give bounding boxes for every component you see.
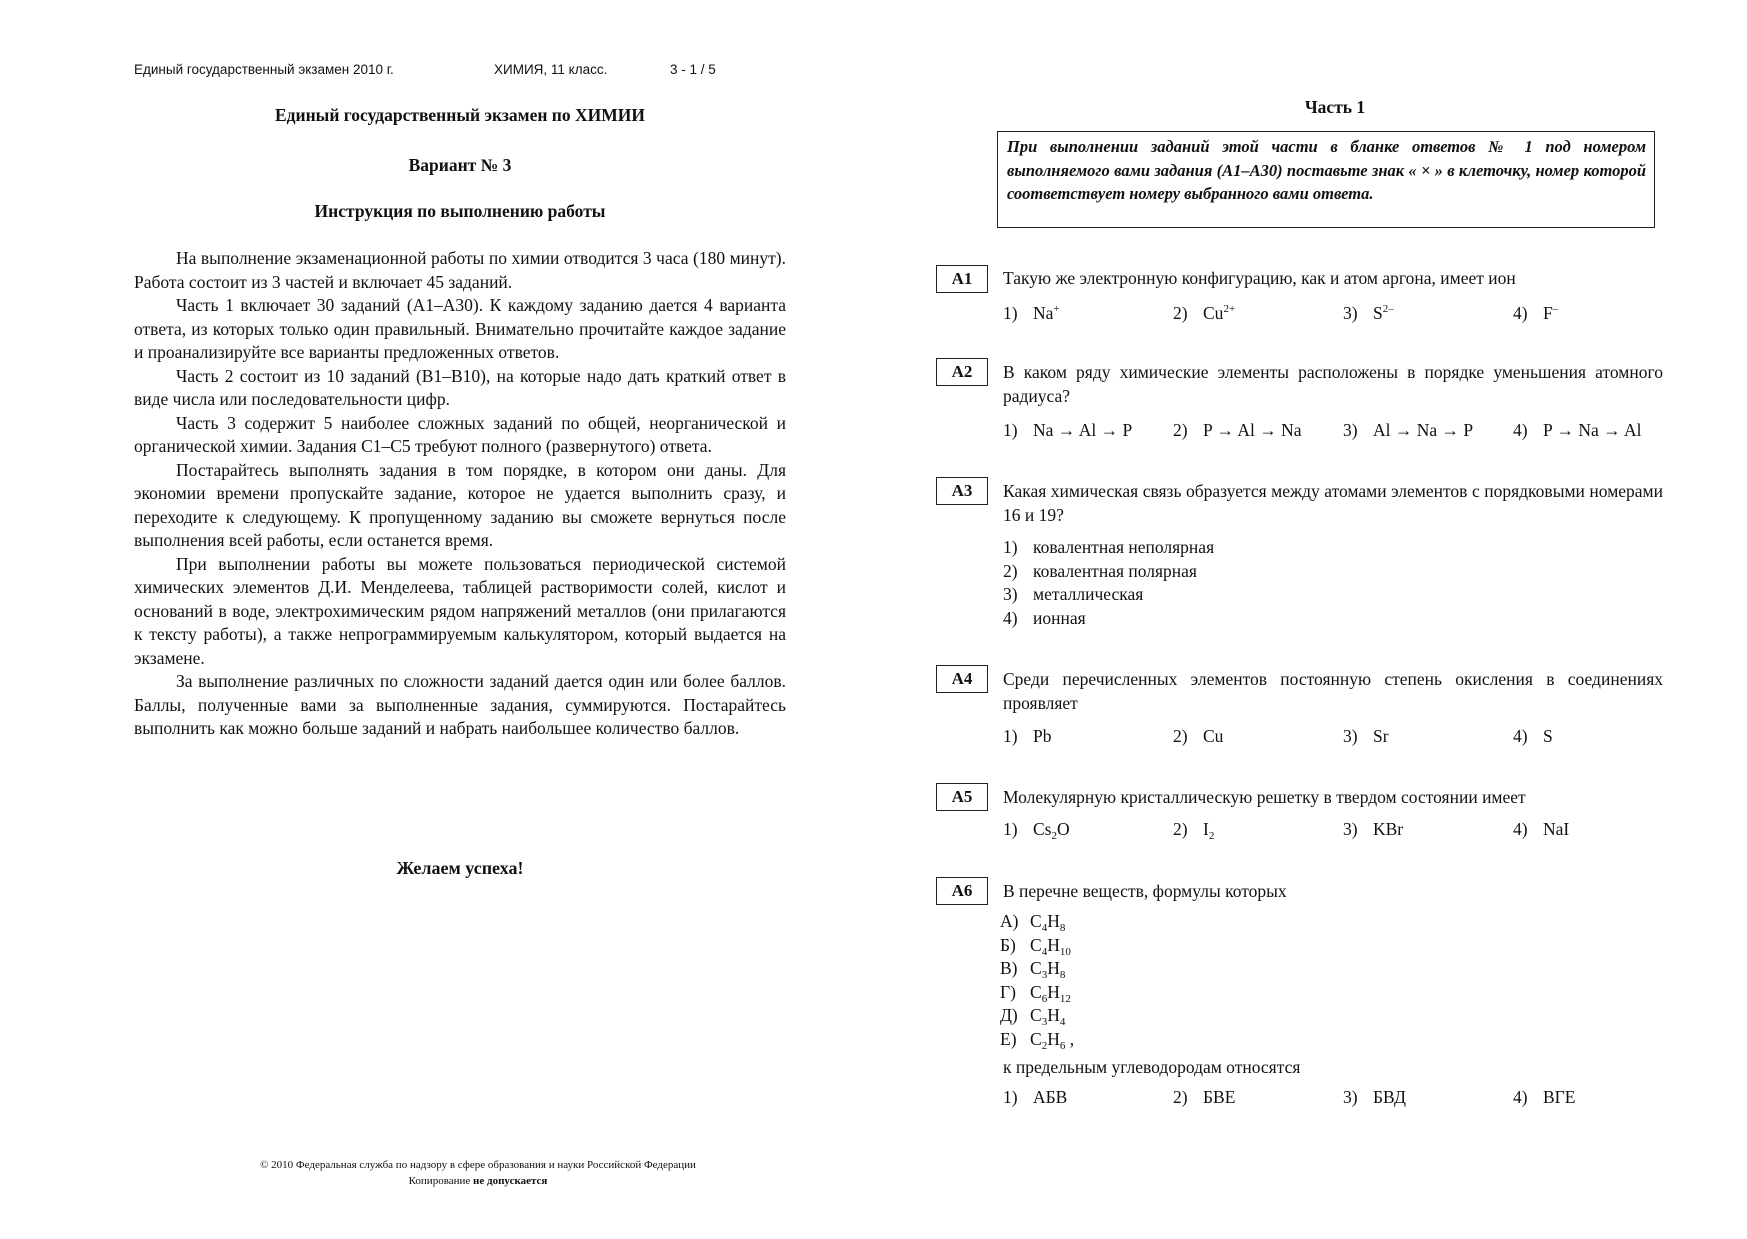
answer-option[interactable]: 1) Na → Al → P bbox=[1003, 420, 1133, 440]
list-item: В) $C_3H_8$ bbox=[1000, 958, 1066, 981]
list-item: Д) $C_3H_4$ bbox=[1000, 1005, 1066, 1028]
answer-option[interactable]: 4) ионная bbox=[1003, 607, 1086, 628]
answer-option[interactable]: 3) Sr bbox=[1343, 726, 1389, 746]
answer-option[interactable]: 1) Na+ bbox=[1003, 303, 1060, 323]
question-label-a2: А2 bbox=[936, 358, 988, 386]
question-text-a1: Такую же электронную конфигурацию, как и атом аргона, имеет ион bbox=[1003, 268, 1516, 288]
question-label-a3: А3 bbox=[936, 477, 988, 505]
question-text-a5: Молекулярную кристаллическую решетку в твердом состоянии имеет bbox=[1003, 787, 1526, 807]
answer-option[interactable]: 2) Cu bbox=[1173, 726, 1224, 746]
answer-option[interactable]: 1) ковалентная неполярная bbox=[1003, 537, 1215, 557]
answer-option[interactable]: 4) ВГЕ bbox=[1513, 1087, 1576, 1107]
question-label-a5: А5 bbox=[936, 783, 988, 811]
answer-option[interactable]: 3) металлическая bbox=[1003, 584, 1144, 604]
answer-option[interactable]: 4) P → Na → Al bbox=[1513, 420, 1642, 440]
variant-title: Вариант № 3 bbox=[408, 155, 512, 175]
answer-option[interactable]: 2) БВЕ bbox=[1173, 1087, 1236, 1107]
question-label-a4: А4 bbox=[936, 665, 988, 693]
answer-option[interactable]: 1) Pb bbox=[1003, 726, 1052, 746]
instruction-title: Инструкция по выполнению работы bbox=[314, 201, 606, 221]
answer-options-a4 bbox=[1003, 726, 1683, 747]
instruction-paragraph: На выполнение экзаменационной работы по химии отводится 3 часа (180 минут). Работа состоит из 3 частей и включает 45 заданий. bbox=[134, 248, 786, 292]
instruction-paragraph: При выполнении работы вы можете пользоваться периодической системой химических элементов Д.И. Менделеева, таблицей растворимости солей, кислот и оснований в воде, электрохимическим рядом напряжений металлов (они прилагаются к тексту работы), а также непрограммируемым калькулятором, который выдается на экзамене. bbox=[134, 553, 786, 668]
answer-option[interactable]: 2) P → Al → Na bbox=[1173, 420, 1302, 440]
list-item: А) $C_4H_8$ bbox=[1000, 911, 1066, 934]
answer-option[interactable]: 2) $I_2$ bbox=[1173, 819, 1215, 842]
answer-option[interactable]: 2) ковалентная полярная bbox=[1003, 560, 1197, 581]
answer-option[interactable]: 3) $S^{2-}$ bbox=[1343, 303, 1394, 323]
instruction-body bbox=[134, 247, 786, 741]
list-item: Г) $C_6H_{12}$ bbox=[1000, 981, 1071, 1005]
question-text-a4: Среди перечисленных элементов постоянную степень окисления в соединениях проявляет bbox=[1003, 669, 1663, 713]
answer-options-a3 bbox=[1003, 536, 1214, 630]
header-page: 3 - 1 / 5 bbox=[670, 62, 716, 77]
list-item: Б) $C_4H_{10}$ bbox=[1000, 934, 1071, 958]
question-label-a6: А6 bbox=[936, 877, 988, 905]
answer-options-a1 bbox=[1003, 303, 1683, 324]
part-title: Часть 1 bbox=[1304, 97, 1366, 117]
instruction-paragraph: Постарайтесь выполнять задания в том порядке, в котором они даны. Для экономии времени пропускайте задание, которое не удается выполнить сразу, и переходите к следующему. К пропущенному заданию вы сможете вернуться после выполнения всей работы, если останется время. bbox=[134, 459, 786, 550]
answer-options-a2 bbox=[1003, 420, 1683, 441]
answer-options-a6 bbox=[1003, 1087, 1683, 1108]
answer-option[interactable]: 4) NaI bbox=[1513, 819, 1570, 839]
question-label-a1: А1 bbox=[936, 265, 988, 293]
question-continuation-a6: к предельным углеводородам относятся bbox=[1003, 1057, 1301, 1077]
footer-copy-notice: Копирование не допускается bbox=[408, 1175, 548, 1187]
answer-option[interactable]: 4) F– bbox=[1513, 303, 1559, 323]
question-text-a3: Какая химическая связь образуется между атомами элементов с порядковыми номерами 16 и 19? bbox=[1003, 481, 1663, 525]
answer-option[interactable]: 4) S bbox=[1513, 726, 1553, 746]
answer-option[interactable]: 3) Al → Na → P bbox=[1343, 420, 1474, 440]
footer bbox=[134, 1157, 822, 1189]
answer-option[interactable]: 1) $Cs_2O$ bbox=[1003, 819, 1070, 842]
instructions-box: При выполнении заданий этой части в бланке ответов № 1 под номером выполняемого вами задания (А1–А30) поставьте знак « × » в клеточку, номер которой соответствует номеру выбранного вами ответа. bbox=[997, 131, 1655, 228]
question-text-a6: В перечне веществ, формулы которых bbox=[1003, 881, 1287, 901]
footer-copyright: © 2010 Федеральная служба по надзору в сфере образования и науки Российской Федерации bbox=[260, 1159, 696, 1171]
wish-text: Желаем успеха! bbox=[396, 858, 524, 878]
answer-option[interactable]: 1) АБВ bbox=[1003, 1087, 1068, 1107]
instruction-paragraph: Часть 1 включает 30 заданий (А1–А30). К каждому заданию дается 4 варианта ответа, из которых только один правильный. Внимательно прочитайте каждое задание и проанализируйте все варианты предложенных ответов. bbox=[134, 295, 786, 362]
substance-list-a6 bbox=[1000, 910, 1074, 1051]
list-item: Е) $C_2H_6$ , bbox=[1000, 1028, 1075, 1052]
header-exam: Единый государственный экзамен 2010 г. bbox=[134, 62, 394, 77]
instruction-paragraph: За выполнение различных по сложности заданий дается один или более баллов. Баллы, полученные вами за выполненные задания, суммируются. Постарайтесь выполнить как можно больше заданий и набрать наибольшее количество баллов. bbox=[134, 671, 786, 738]
answer-option[interactable]: 3) KBr bbox=[1343, 819, 1404, 839]
question-text-a2: В каком ряду химические элементы расположены в порядке уменьшения атомного радиуса? bbox=[1003, 362, 1663, 406]
instruction-paragraph: Часть 2 состоит из 10 заданий (В1–В10), на которые надо дать краткий ответ в виде числа или последовательности цифр. bbox=[134, 365, 786, 409]
exam-title: Единый государственный экзамен по ХИМИИ bbox=[274, 105, 645, 125]
answer-options-a5 bbox=[1003, 819, 1683, 840]
instruction-paragraph: Часть 3 содержит 5 наиболее сложных заданий по общей, неорганической и органической химии. Задания С1–С5 требуют полного (развернутого) ответа. bbox=[134, 412, 786, 456]
answer-option[interactable]: 3) БВД bbox=[1343, 1087, 1406, 1107]
answer-option[interactable]: 2) $Cu^{2+}$ bbox=[1173, 303, 1236, 323]
header-subject: ХИМИЯ, 11 класс. bbox=[494, 62, 608, 77]
